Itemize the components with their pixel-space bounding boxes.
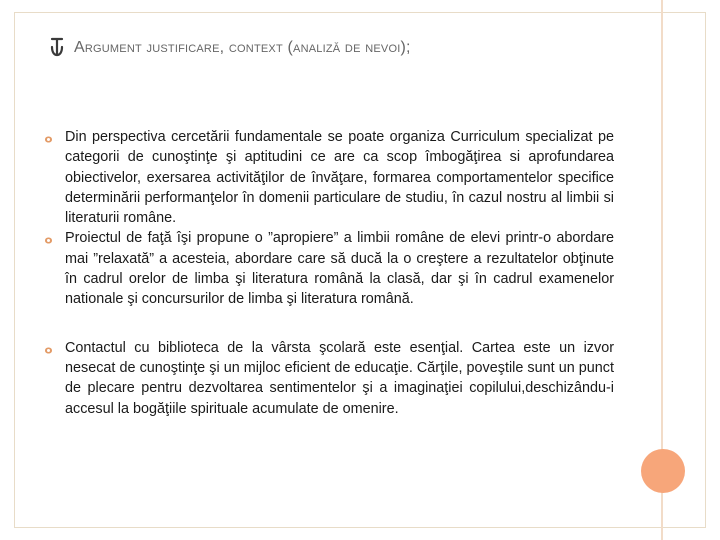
- bullet-text: Din perspectiva cercetării fundamentale se poate organiza Curriculum specializat pe categorii de cunoştinţe şi aptitudini ce are ca scop îmbogăţirea si aprofundarea obiectivelor, exersarea activităţilor de învăţare, formarea comportamentelor specifice determinării performanţelor în domenii particulare de studiu, în cazul nostru al limbii si literaturii române.: [65, 129, 614, 227]
- bullet-list: [44, 127, 614, 419]
- anchor-icon: [48, 37, 66, 59]
- fleuron-icon: [44, 131, 53, 142]
- bullet-item: [44, 228, 614, 309]
- bullet-item: [44, 338, 614, 419]
- fleuron-icon: [44, 232, 53, 243]
- title-text: Argument justificare, context (analiză de nevoi);: [74, 39, 411, 56]
- bullet-text: Proiectul de faţă îşi propune o ”apropiere” a limbii române de elevi printr-o abordare mai ”relaxată” a acesteia, abordare care să ducă la o creştere a rezultatelor obţinute în cadrul orelor de limba şi literatura română la clasă, dar şi în cadrul examenelor nationale şi concursurilor de limba şi literatura română.: [65, 230, 614, 308]
- fleuron-icon: [44, 342, 53, 353]
- bullet-item: [44, 127, 614, 228]
- slide-title: [48, 28, 411, 68]
- bullet-text: Contactul cu biblioteca de la vârsta şcolară este esenţial. Cartea este un izvor nesecat de cunoştinţe şi un mijloc eficient de educaţie. Cărţile, poveştile sunt un punct de plecare pentru dezvoltarea sentimentelor şi a imaginaţiei copilului,deschizându-i accesul la bogăţiile spirituale acumulate de omenire.: [65, 339, 614, 417]
- accent-circle: [641, 449, 685, 493]
